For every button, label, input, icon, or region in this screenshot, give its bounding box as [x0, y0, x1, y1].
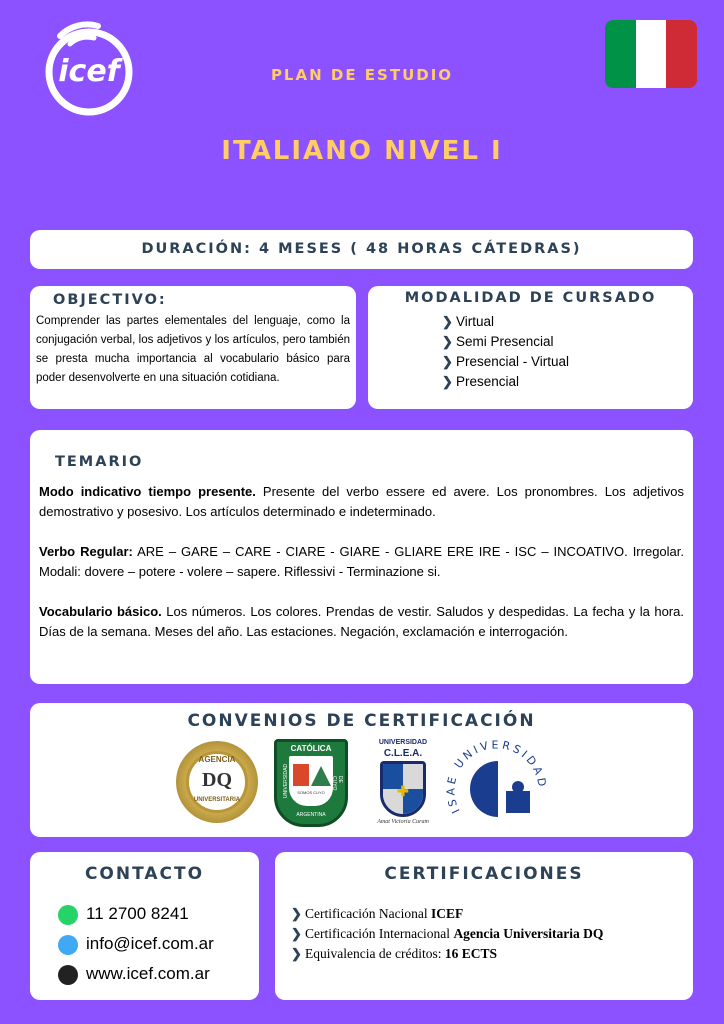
- modality-title: MODALIDAD DE CURSADO: [404, 290, 657, 306]
- contact-card: [30, 852, 259, 1000]
- duration-text: DURACIÓN: 4 MESES ( 48 HORAS CÁTEDRAS): [141, 241, 582, 257]
- modality-item: ❯ Virtual: [442, 312, 693, 332]
- page-title: ITALIANO NIVEL I: [221, 136, 503, 166]
- objective-card: [30, 286, 356, 409]
- contact-phone-row[interactable]: [58, 904, 189, 925]
- objective-title: OBJECTIVO:: [53, 292, 167, 308]
- temario-card: [30, 430, 693, 684]
- page-subtitle: PLAN DE ESTUDIO: [270, 66, 454, 84]
- email-icon: [58, 935, 78, 955]
- temario-paragraph-3: Vocabulario básico. Los números. Los colores. Prendas de vestir. Saludos y despedidas. La fecha y la hora. Días de la semana. Meses del año. Las estaciones. Negación, exclamación e interrogación.: [39, 604, 684, 639]
- certifications-title: CERTIFICACIONES: [384, 864, 584, 884]
- chevron-right-icon: ❯: [291, 906, 302, 921]
- chevron-right-icon: ❯: [442, 354, 453, 369]
- icef-logo: [38, 14, 140, 116]
- modality-item: ❯ Presencial - Virtual: [442, 352, 693, 372]
- chevron-right-icon: ❯: [291, 926, 302, 941]
- universidad-clea-logo: UNIVERSIDAD C.L.E.A. ✚ Amat Victoria Curam: [377, 739, 429, 825]
- logo-text: icef: [58, 54, 120, 89]
- temario-paragraph-2: Verbo Regular: ARE – GARE – CARE - CIARE - GIARE - GLIARE ERE IRE - ISC – INCOATIVO. Irregolar. Modali: dovere – potere - volere – sapere. Riflessivi - Terminazione si.: [39, 544, 684, 579]
- modality-list: [442, 312, 693, 392]
- svg-text:ISAE UNIVERSIDAD: IS E UNIVERSIDAD: [446, 738, 549, 816]
- chevron-right-icon: ❯: [442, 374, 453, 389]
- certifications-list: [291, 904, 603, 964]
- contact-email-row[interactable]: [58, 934, 214, 955]
- contact-phone[interactable]: 11 2700 8241: [86, 904, 189, 923]
- chevron-right-icon: ❯: [442, 314, 453, 329]
- cross-icon: ✚: [397, 783, 409, 799]
- contact-web-row[interactable]: [58, 964, 210, 985]
- chevron-right-icon: ❯: [291, 946, 302, 961]
- certification-item: ❯ Certificación Nacional ICEF: [291, 904, 603, 924]
- chevron-right-icon: ❯: [442, 334, 453, 349]
- universidad-catolica-cuyo-logo: CATÓLICA SOMOS CUYO UNIVERSIDAD DE CUYO ARGENTINA: [274, 739, 348, 827]
- isae-universidad-logo: [446, 737, 550, 829]
- whatsapp-icon: [58, 905, 78, 925]
- agencia-dq-logo: AGENCIA DQ UNIVERSITARIA: [176, 741, 258, 823]
- duration-card: [30, 230, 693, 269]
- modality-card: [368, 286, 693, 409]
- certification-item: ❯ Equivalencia de créditos: 16 ECTS: [291, 944, 603, 964]
- mountain-icon: [311, 766, 331, 786]
- certification-item: ❯ Certificación Internacional Agencia Universitaria DQ: [291, 924, 603, 944]
- contact-title: CONTACTO: [84, 864, 205, 884]
- clea-shield: [380, 761, 426, 817]
- modality-item: ❯ Semi Presencial: [442, 332, 693, 352]
- certifications-card: [275, 852, 693, 1000]
- objective-text: Comprender las partes elementales del lenguaje, como la conjugación verbal, los adjetivos y los artículos, pero también se presta mucha importancia al vocabulario básico para poder desenvolverte en una situación cotidiana.: [36, 315, 350, 384]
- temario-title: TEMARIO: [55, 454, 144, 470]
- temario-paragraph-1: Modo indicativo tiempo presente. Presente del verbo essere ed avere. Los pronombres. Los adjetivos demostrativo y posesivo. Los artículos determinado e indeterminado.: [39, 484, 684, 519]
- modality-item: ❯ Presencial: [442, 372, 693, 392]
- contact-web[interactable]: www.icef.com.ar: [86, 964, 210, 983]
- globe-icon: [58, 965, 78, 985]
- contact-email[interactable]: info@icef.com.ar: [86, 934, 214, 953]
- convenios-title: CONVENIOS DE CERTIFICACIÓN: [187, 711, 536, 731]
- convenios-card: [30, 703, 693, 837]
